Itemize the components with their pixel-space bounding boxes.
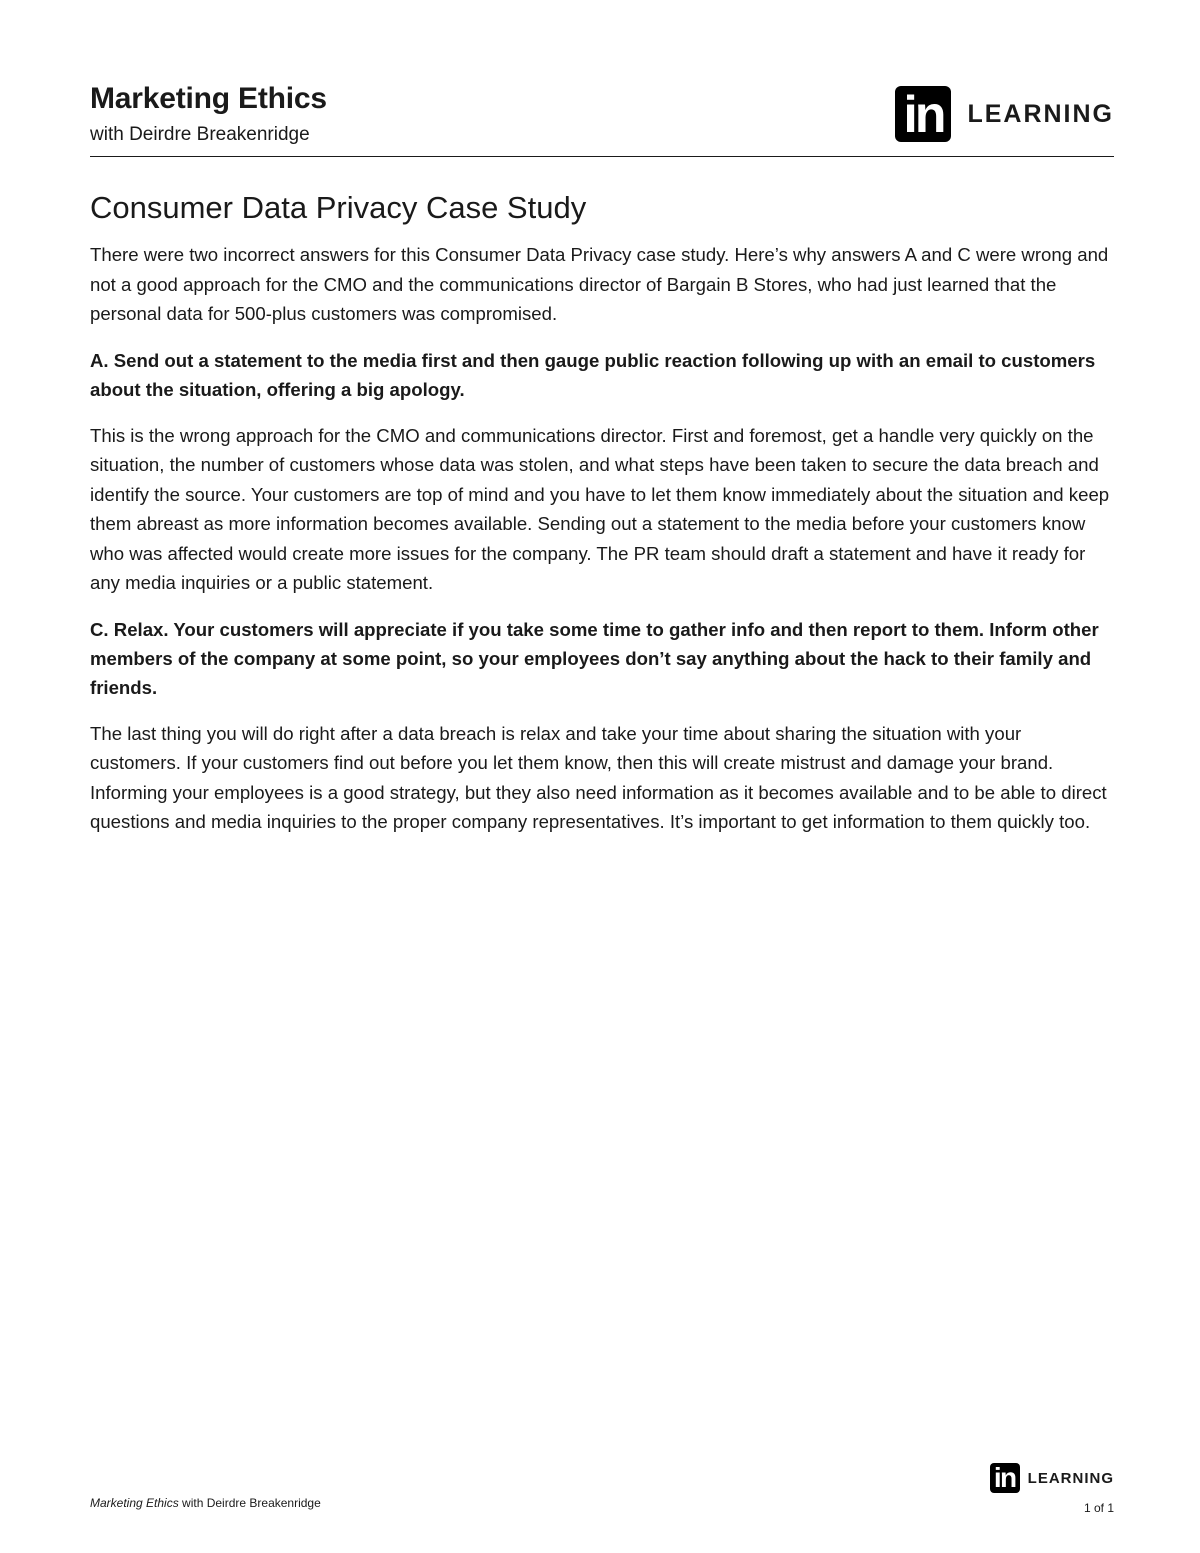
footer-linkedin-learning-logo <box>990 1463 1114 1493</box>
footer-course-title: Marketing Ethics <box>90 1496 179 1510</box>
footer-logo-mark: in <box>993 1462 1016 1493</box>
footer-linkedin-icon <box>990 1463 1020 1493</box>
answer-a-explanation: This is the wrong approach for the CMO and communications director. First and foremost, get a handle very quickly on the situation, the number of customers whose data was stolen, and what steps have been taken to secure the data breach and identify the source. Your customers are top of mind and you have to let them know immediately about the situation and keep them abreast as more information becomes available. Sending out a statement to the media before your customers know who was affected would create more issues for the company. The PR team should draft a statement and have it ready for any media inquiries or a public statement. <box>90 424 1110 593</box>
linkedin-icon <box>895 86 951 142</box>
footer-course-credit <box>90 1496 321 1510</box>
footer-branding <box>974 1463 1114 1523</box>
footer-course-author: with Deirdre Breakenridge <box>182 1496 321 1510</box>
document-title: Consumer Data Privacy Case Study <box>90 190 587 225</box>
logo-mark: in <box>903 86 944 144</box>
answer-a-heading: A. Send out a statement to the media first and then gauge public reaction following up with an email to customers about the situation, offering a big apology. <box>90 349 1096 400</box>
document-body <box>90 190 1114 854</box>
page-number: 1 of 1 <box>1083 1501 1114 1515</box>
page-header <box>90 82 1114 158</box>
course-author: with Deirdre Breakenridge <box>90 124 310 145</box>
answer-c-heading: C. Relax. Your customers will appreciate if you take some time to gather info and then report to them. Inform other members of the company at some point, so your employees don’t say anything about the hack to their family and friends. <box>90 618 1099 698</box>
logo-text: LEARNING <box>967 99 1114 128</box>
course-title: Marketing Ethics <box>90 82 327 115</box>
footer-logo-text: LEARNING <box>1027 1469 1114 1487</box>
header-divider <box>90 156 1114 157</box>
linkedin-learning-logo <box>895 86 1114 142</box>
intro-paragraph: There were two incorrect answers for this Consumer Data Privacy case study. Here’s why answers A and C were wrong and not a good approach for the CMO and the communications director of Bargain B Stores, who had just learned that the personal data for 500-plus customers was compromised. <box>90 244 1109 324</box>
answer-c-explanation: The last thing you will do right after a data breach is relax and take your time about sharing the situation with your customers. If your customers find out before you let them know, then this will create mistrust and damage your brand. Informing your employees is a good strategy, but they also need information as it becomes available and to be able to direct questions and media inquiries to the proper company representatives. It’s important to get information to them quickly too. <box>90 722 1107 832</box>
